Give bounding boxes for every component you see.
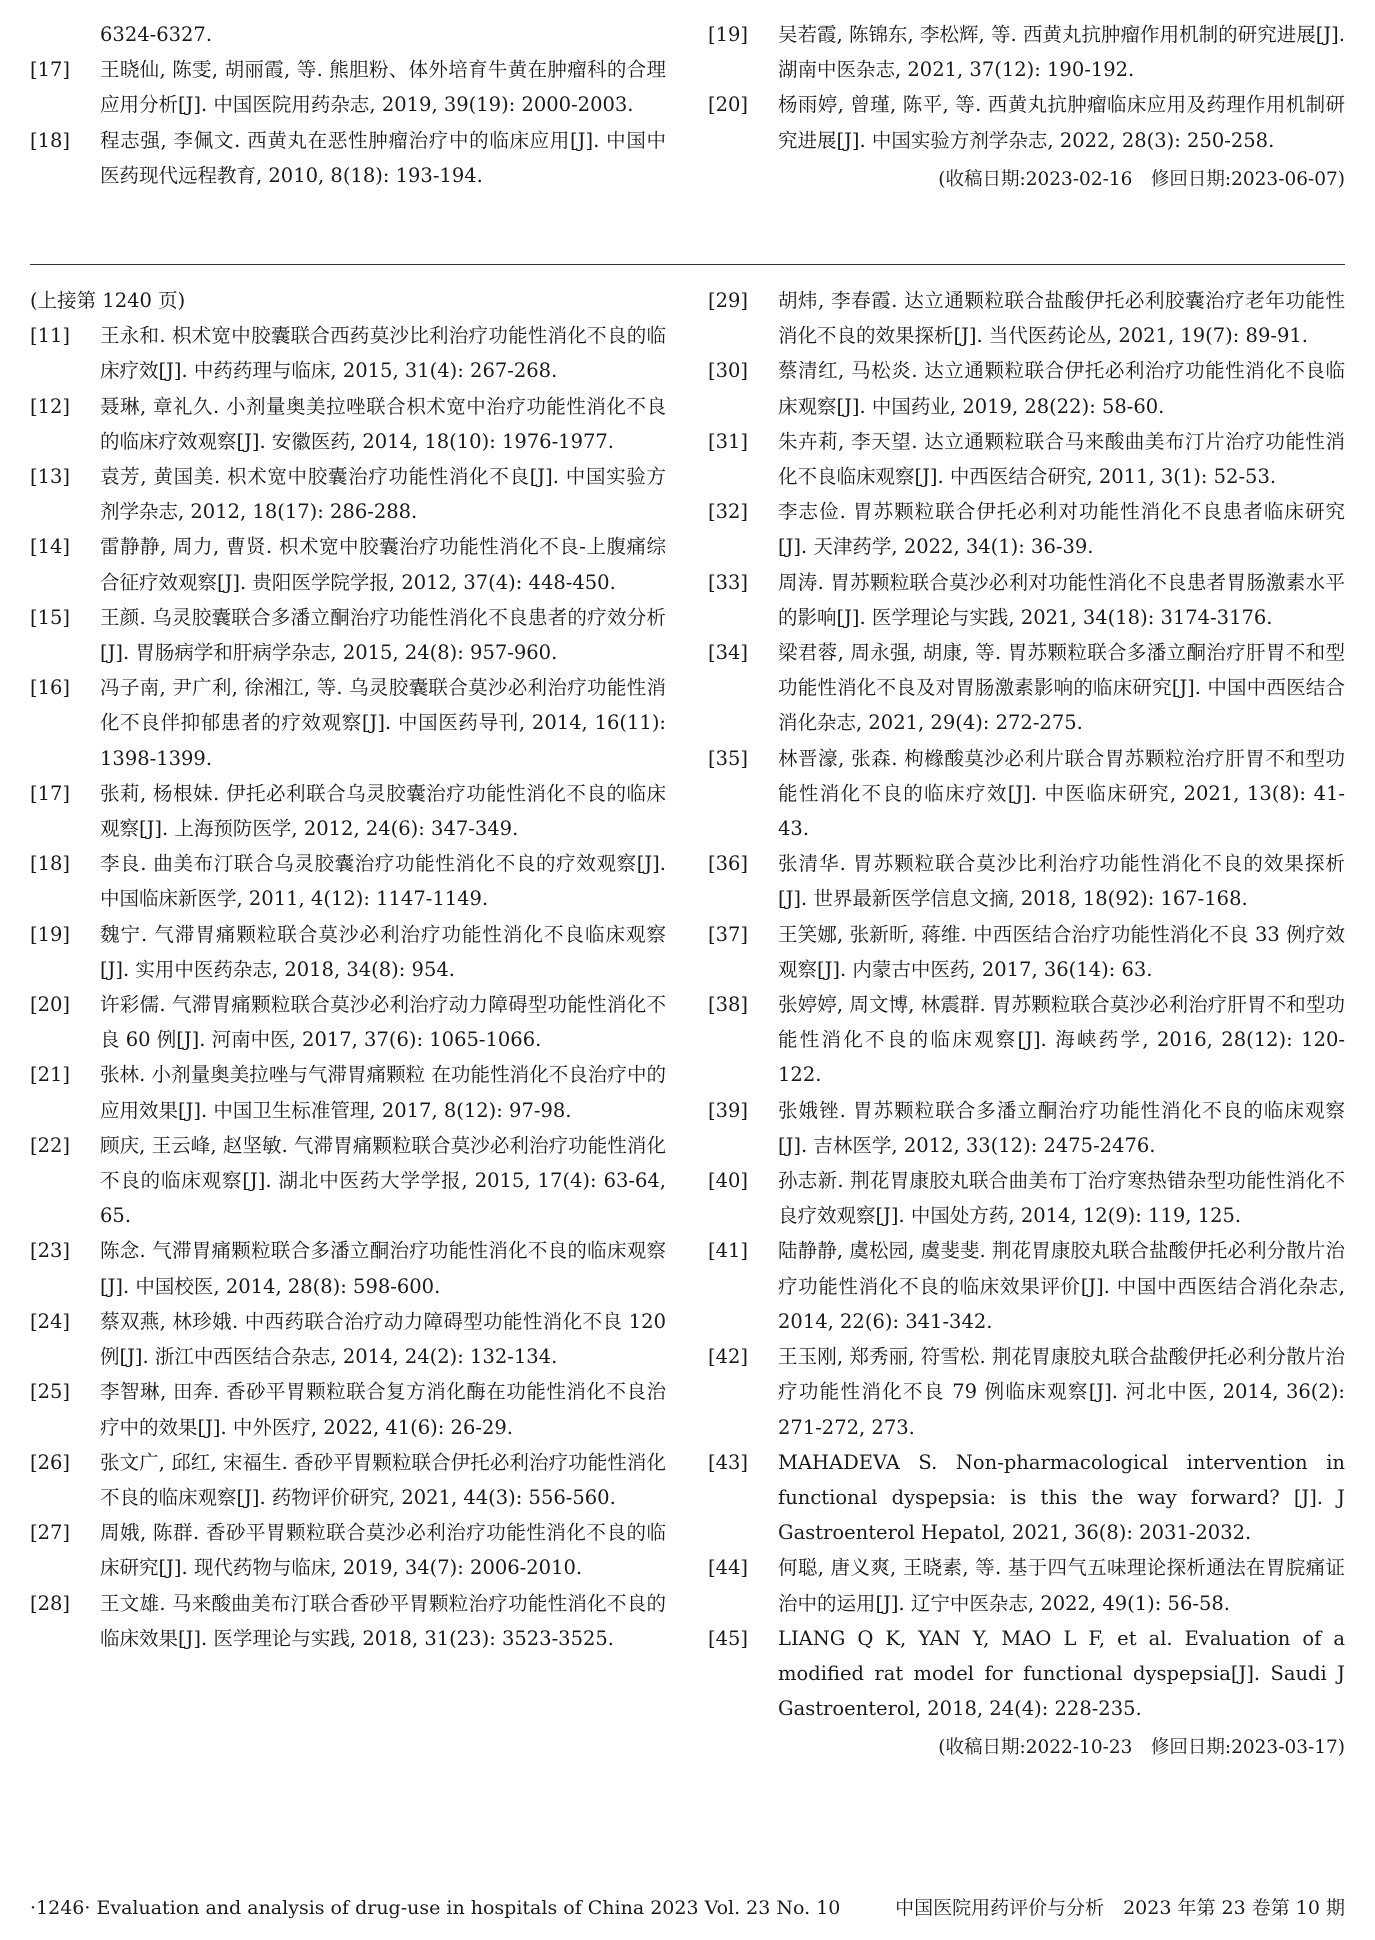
reference-text: 何聪, 唐义爽, 王晓素, 等. 基于四气五味理论探析通法在胃脘痛证治中的运用[J]. 辽宁中医杂志, 2022, 49(1): 56-58. — [778, 1556, 1345, 1615]
reference-item — [30, 987, 666, 1057]
reference-text: 王玉刚, 郑秀丽, 符雪松. 荆花胃康胶丸联合盐酸伊托必利分散片治疗功能性消化不良 79 例临床观察[J]. 河北中医, 2014, 36(2): 271-272, 273. — [778, 1345, 1345, 1439]
reference-text: 魏宁. 气滞胃痛颗粒联合莫沙必利治疗功能性消化不良临床观察[J]. 实用中医药杂志, 2018, 34(8): 954. — [100, 922, 666, 981]
reference-item — [30, 52, 666, 122]
reference-number: [39] — [708, 1098, 749, 1122]
reference-text: LIANG Q K, YAN Y, MAO L F, et al. Evaluation of a modified rat model for functional dyspepsia[J]. Saudi J Gastroenterol, 2018, 24(4): 228-235. — [778, 1626, 1345, 1721]
reference-number: [35] — [708, 746, 749, 770]
reference-number: [38] — [708, 993, 749, 1017]
reference-text: 张清华. 胃苏颗粒联合莫沙比利治疗功能性消化不良的效果探析[J]. 世界最新医学信息文摘, 2018, 18(92): 167-168. — [778, 852, 1345, 911]
reference-item — [708, 87, 1345, 157]
reference-number: [12] — [30, 394, 71, 418]
reference-item — [708, 1550, 1345, 1620]
reference-text: MAHADEVA S. Non-pharmacological intervention in functional dyspepsia: is this the way forward? [J]. J Gastroenterol Hepatol, 2021, 36(8): 2031-2032. — [778, 1450, 1345, 1545]
reference-text: 张林. 小剂量奥美拉唑与气滞胃痛颗粒 在功能性消化不良治疗中的应用效果[J]. 中国卫生标准管理, 2017, 8(12): 97-98. — [100, 1063, 666, 1122]
reference-item — [30, 1304, 666, 1374]
reference-item — [30, 670, 666, 776]
reference-text: 胡炜, 李春霞. 达立通颗粒联合盐酸伊托必利胶囊治疗老年功能性消化不良的效果探析[J]. 当代医药论丛, 2021, 19(7): 89-91. — [778, 289, 1345, 348]
reference-number: [20] — [30, 993, 71, 1017]
reference-number: [42] — [708, 1345, 749, 1369]
reference-number: [31] — [708, 429, 749, 453]
reference-text: 林晋濠, 张森. 枸橼酸莫沙必利片联合胃苏颗粒治疗肝胃不和型功能性消化不良的临床疗效[J]. 中医临床研究, 2021, 13(8): 41-43. — [778, 746, 1345, 841]
reference-number: [43] — [708, 1450, 749, 1474]
reference-item — [708, 1233, 1345, 1339]
reference-text: 周娥, 陈群. 香砂平胃颗粒联合莫沙必利治疗功能性消化不良的临床研究[J]. 现代药物与临床, 2019, 34(7): 2006-2010. — [100, 1521, 666, 1580]
reference-number: [28] — [30, 1591, 71, 1615]
reference-text: 王文雄. 马来酸曲美布汀联合香砂平胃颗粒治疗功能性消化不良的临床效果[J]. 医学理论与实践, 2018, 31(23): 3523-3525. — [100, 1591, 666, 1650]
reference-item — [30, 1233, 666, 1303]
reference-text: 张文广, 邱红, 宋福生. 香砂平胃颗粒联合伊托必利治疗功能性消化不良的临床观察[J]. 药物评价研究, 2021, 44(3): 556-560. — [100, 1450, 666, 1509]
reference-text: 梁君蓉, 周永强, 胡康, 等. 胃苏颗粒联合多潘立酮治疗肝胃不和型功能性消化不良及对胃肠激素影响的临床研究[J]. 中国中西医结合消化杂志, 2021, 29(4): 272-275. — [778, 641, 1345, 735]
reference-text: 朱卉莉, 李天望. 达立通颗粒联合马来酸曲美布汀片治疗功能性消化不良临床观察[J]. 中西医结合研究, 2011, 3(1): 52-53. — [778, 429, 1345, 489]
reference-text: 孙志新. 荆花胃康胶丸联合曲美布丁治疗寒热错杂型功能性消化不良疗效观察[J]. 中国处方药, 2014, 12(9): 119, 125. — [778, 1169, 1345, 1228]
reference-item — [30, 776, 666, 846]
reference-number: [22] — [30, 1133, 71, 1157]
reference-item — [708, 741, 1345, 847]
reference-number: [40] — [708, 1169, 749, 1193]
reference-text: 周涛. 胃苏颗粒联合莫沙必利对功能性消化不良患者胃肠激素水平的影响[J]. 医学理论与实践, 2021, 34(18): 3174-3176. — [778, 570, 1345, 629]
reference-continuation: 6324-6327. — [100, 23, 213, 46]
reference-number: [30] — [708, 359, 749, 383]
reference-number: [23] — [30, 1239, 71, 1263]
reference-item — [708, 1445, 1345, 1551]
reference-item — [30, 123, 666, 193]
reference-text: 雷静静, 周力, 曹贤. 枳术宽中胶囊治疗功能性消化不良-上腹痛综合征疗效观察[J]. 贵阳医学院学报, 2012, 37(4): 448-450. — [100, 535, 666, 594]
top-right-column — [708, 17, 1345, 197]
reference-number: [11] — [30, 324, 71, 348]
reference-item — [30, 1515, 666, 1585]
reference-number: [21] — [30, 1063, 71, 1087]
reference-text: 张莉, 杨根妹. 伊托必利联合乌灵胶囊治疗功能性消化不良的临床观察[J]. 上海预防医学, 2012, 24(6): 347-349. — [100, 781, 666, 841]
reference-item — [708, 917, 1345, 987]
reference-text: 王永和. 枳术宽中胶囊联合西药莫沙比利治疗功能性消化不良的临床疗效[J]. 中药药理与临床, 2015, 31(4): 267-268. — [100, 324, 666, 383]
reference-number: [41] — [708, 1239, 749, 1263]
reference-item — [30, 1445, 666, 1515]
reference-item — [708, 987, 1345, 1093]
reference-number: [13] — [30, 465, 71, 489]
reference-number: [20] — [708, 93, 749, 117]
reference-item — [708, 17, 1345, 87]
reference-number: [32] — [708, 500, 749, 524]
reference-text: 顾庆, 王云峰, 赵坚敏. 气滞胃痛颗粒联合莫沙必利治疗功能性消化不良的临床观察[J]. 湖北中医药大学学报, 2015, 17(4): 63-64, 65. — [100, 1133, 666, 1228]
reference-number: [27] — [30, 1521, 71, 1545]
reference-item — [30, 1128, 666, 1234]
reference-item — [708, 1621, 1345, 1727]
reference-number: [15] — [30, 605, 71, 629]
reference-item — [708, 1339, 1345, 1445]
reference-number: [17] — [30, 781, 71, 805]
reference-item — [708, 1163, 1345, 1233]
reference-number: [25] — [30, 1380, 71, 1404]
reference-item — [708, 283, 1345, 353]
reference-item — [708, 635, 1345, 741]
reference-text: 陈念. 气滞胃痛颗粒联合多潘立酮治疗功能性消化不良的临床观察[J]. 中国校医, 2014, 28(8): 598-600. — [100, 1239, 666, 1298]
reference-number: [19] — [30, 922, 71, 946]
reference-number: [34] — [708, 641, 749, 665]
reference-text: 杨雨婷, 曾瑾, 陈平, 等. 西黄丸抗肿瘤临床应用及药理作用机制研究进展[J]. 中国实验方剂学杂志, 2022, 28(3): 250-258. — [778, 93, 1345, 152]
reference-number: [17] — [30, 58, 71, 82]
reference-number: [14] — [30, 535, 71, 559]
reference-number: [18] — [30, 852, 71, 876]
reference-text: 蔡清红, 马松炎. 达立通颗粒联合伊托必利治疗功能性消化不良临床观察[J]. 中国药业, 2019, 28(22): 58-60. — [778, 359, 1345, 418]
reference-text: 冯子南, 尹广利, 徐湘江, 等. 乌灵胶囊联合莫沙必利治疗功能性消化不良伴抑郁患者的疗效观察[J]. 中国医药导刊, 2014, 16(11): 1398-1399. — [100, 676, 666, 770]
received-revised-dates: (收稿日期:2023-02-16 修回日期:2023-06-07) — [938, 168, 1345, 190]
reference-item — [30, 529, 666, 599]
reference-text: 张娥锉. 胃苏颗粒联合多潘立酮治疗功能性消化不良的临床观察[J]. 吉林医学, 2012, 33(12): 2475-2476. — [778, 1098, 1345, 1157]
top-left-column — [30, 17, 666, 193]
bottom-left-column — [30, 283, 666, 1656]
reference-number: [26] — [30, 1450, 71, 1474]
reference-item — [30, 459, 666, 529]
reference-number: [45] — [708, 1626, 749, 1650]
reference-item — [708, 565, 1345, 635]
reference-number: [16] — [30, 676, 71, 700]
section-divider — [30, 264, 1345, 265]
reference-item — [30, 917, 666, 987]
continued-from-note: (上接第 1240 页) — [30, 289, 186, 312]
reference-number: [24] — [30, 1309, 71, 1333]
reference-number: [37] — [708, 922, 749, 946]
footer-right: 中国医院用药评价与分析 2023 年第 23 卷第 10 期 — [895, 1897, 1345, 1919]
reference-number: [19] — [708, 23, 749, 46]
bottom-right-column — [708, 283, 1345, 1766]
reference-text: 蔡双燕, 林珍娥. 中西药联合治疗动力障碍型功能性消化不良 120 例[J]. 浙江中西医结合杂志, 2014, 24(2): 132-134. — [100, 1309, 666, 1369]
reference-text: 聂琳, 章礼久. 小剂量奥美拉唑联合枳术宽中治疗功能性消化不良的临床疗效观察[J]. 安徽医药, 2014, 18(10): 1976-1977. — [100, 394, 666, 453]
reference-text: 许彩儒. 气滞胃痛颗粒联合莫沙必利治疗动力障碍型功能性消化不良 60 例[J]. 河南中医, 2017, 37(6): 1065-1066. — [100, 993, 666, 1052]
reference-item — [30, 1057, 666, 1127]
reference-text: 王颜. 乌灵胶囊联合多潘立酮治疗功能性消化不良患者的疗效分析[J]. 胃肠病学和肝病学杂志, 2015, 24(8): 957-960. — [100, 605, 666, 665]
reference-item — [30, 600, 666, 670]
reference-item — [30, 1586, 666, 1656]
reference-text: 陆静静, 虞松园, 虞斐斐. 荆花胃康胶丸联合盐酸伊托必利分散片治疗功能性消化不良的临床效果评价[J]. 中国中西医结合消化杂志, 2014, 22(6): 341-342. — [778, 1239, 1345, 1333]
reference-item — [30, 318, 666, 388]
reference-text: 王晓仙, 陈雯, 胡丽霞, 等. 熊胆粉、体外培育牛黄在肿瘤科的合理应用分析[J]. 中国医院用药杂志, 2019, 39(19): 2000-2003. — [100, 58, 666, 117]
reference-item — [708, 846, 1345, 916]
reference-text: 吴若霞, 陈锦东, 李松辉, 等. 西黄丸抗肿瘤作用机制的研究进展[J]. 湖南中医杂志, 2021, 37(12): 190-192. — [778, 23, 1345, 82]
reference-text: 李良. 曲美布汀联合乌灵胶囊治疗功能性消化不良的疗效观察[J]. 中国临床新医学, 2011, 4(12): 1147-1149. — [100, 852, 666, 911]
reference-text: 程志强, 李佩文. 西黄丸在恶性肿瘤治疗中的临床应用[J]. 中国中医药现代远程教育, 2010, 8(18): 193-194. — [100, 128, 666, 187]
reference-number: [33] — [708, 570, 749, 594]
reference-number: [36] — [708, 852, 749, 876]
reference-number: [44] — [708, 1556, 749, 1580]
reference-text: 李智琳, 田奔. 香砂平胃颗粒联合复方消化酶在功能性消化不良治疗中的效果[J]. 中外医疗, 2022, 41(6): 26-29. — [100, 1380, 666, 1439]
reference-item — [708, 353, 1345, 423]
reference-text: 李志俭. 胃苏颗粒联合伊托必利对功能性消化不良患者临床研究[J]. 天津药学, 2022, 34(1): 36-39. — [778, 500, 1345, 559]
reference-number: [29] — [708, 289, 749, 312]
reference-item — [30, 1374, 666, 1444]
reference-item — [708, 494, 1345, 564]
reference-item — [30, 846, 666, 916]
reference-text: 王笑娜, 张新昕, 蒋维. 中西医结合治疗功能性消化不良 33 例疗效观察[J]. 内蒙古中医药, 2017, 36(14): 63. — [778, 922, 1345, 981]
reference-item — [30, 389, 666, 459]
reference-text: 袁芳, 黄国美. 枳术宽中胶囊治疗功能性消化不良[J]. 中国实验方剂学杂志, 2012, 18(17): 286-288. — [100, 465, 666, 524]
reference-text: 张婷婷, 周文博, 林震群. 胃苏颗粒联合莫沙必利治疗肝胃不和型功能性消化不良的临床观察[J]. 海峡药学, 2016, 28(12): 120-122. — [778, 993, 1345, 1087]
reference-item — [708, 424, 1345, 494]
reference-number: [18] — [30, 128, 71, 152]
reference-item — [708, 1093, 1345, 1163]
received-revised-dates: (收稿日期:2022-10-23 修回日期:2023-03-17) — [938, 1737, 1345, 1759]
footer-left: ·1246· Evaluation and analysis of drug-use in hospitals of China 2023 Vol. 23 No. 10 — [30, 1897, 841, 1919]
